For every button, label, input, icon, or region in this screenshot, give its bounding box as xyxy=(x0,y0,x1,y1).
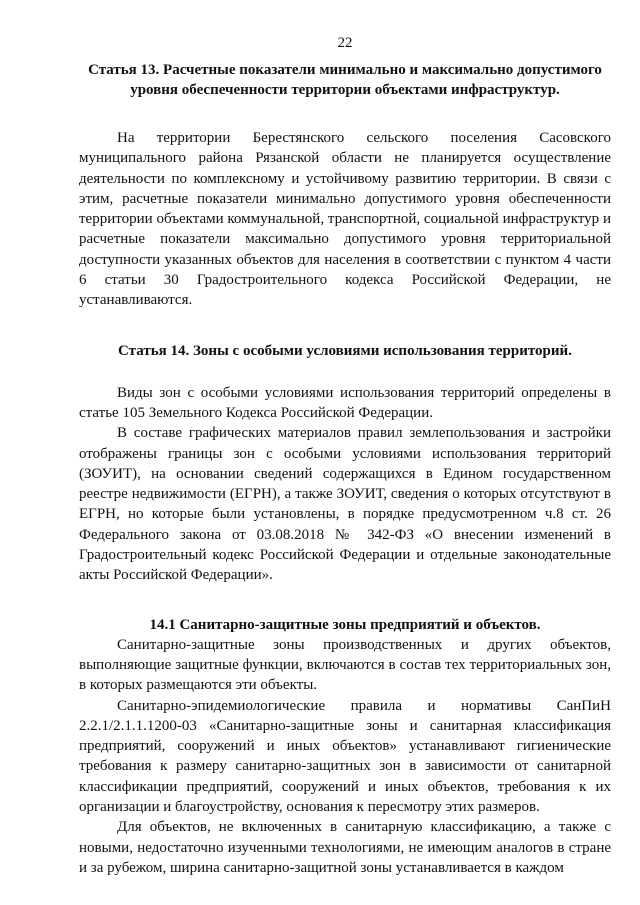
spacer xyxy=(79,586,611,615)
article-14-heading: Статья 14. Зоны с особыми условиями использования территорий. xyxy=(118,342,572,359)
section-14-1-paragraph-3: Для объектов, не включенных в санитарную классификацию, а также с новыми, недостаточно изученными технологиями, не имеющим аналогов в стране и за рубежом, ширина санитарно-защитной зоны устанавливается в каждом xyxy=(79,819,611,876)
article-13-heading: Статья 13. Расчетные показатели минимально и максимально допустимого уровня обеспеченности территории объектами инфраструктур. xyxy=(88,62,602,98)
section-14-1-paragraph-1: Санитарно-защитные зоны производственных и других объектов, выполняющие защитные функции, включаются в состав тех территориальных зон, в которых размещаются эти объекты. xyxy=(79,636,611,694)
article-14-paragraph-1: Виды зон с особыми условиями использования территорий определены в статье 105 Земельного Кодекса Российской Федерации. xyxy=(79,384,611,421)
spacer xyxy=(79,361,611,383)
article-13-paragraph-1: На территории Берестянского сельского поселения Сасовского муниципального района Рязанской области не планируется осуществление деятельности по комплексному и устойчивому развитию территории. В связи с этим, расчетные показатели минимально допустимого уровня обеспеченности территории объектами коммунальной, транспортной, социальной инфраструктур и расчетные показатели максимально допустимого уровня территориальной доступности указанных объектов для населения в соответствии с пунктом 4 части 6 статьи 30 Градостроительного кодекса Российской Федерации, не устанавливаются. xyxy=(79,130,611,309)
section-14-1-paragraph-2: Санитарно-эпидемиологические правила и нормативы СанПиН 2.2.1/2.1.1.1200-03 «Санитарно-защитные зоны и санитарная классификация предприятий, сооружений и иных объектов» устанавливают гигиенические требования к размеру санитарно-защитных зон в зависимости от санитарной классификации предприятий, сооружений и иных объектов, требования к их организации и благоустройству, основания к пересмотру этих размеров. xyxy=(79,697,611,816)
article-14-paragraph-2: В составе графических материалов правил землепользования и застройки отображены границы зон с особыми условиями использования территорий (ЗОУИТ), на основании сведений содержащихся в Едином государственном реестре недвижимости (ЕГРН), а также ЗОУИТ, сведения о которых отсутствуют в ЕГРН, но которые были установлены, в порядке предусмотренном ч.8 ст. 26 Федерального закона от 03.08.2018 № 342-ФЗ «О внесении изменений в Градостроительный кодекс Российской Федерации и отдельные законодательные акты Российской Федерации». xyxy=(79,425,611,584)
spacer xyxy=(79,311,611,341)
spacer xyxy=(79,100,611,128)
section-14-1-heading: 14.1 Санитарно-защитные зоны предприятий и объектов. xyxy=(149,616,541,633)
page-number: 22 xyxy=(337,35,353,51)
document-page xyxy=(79,34,611,878)
